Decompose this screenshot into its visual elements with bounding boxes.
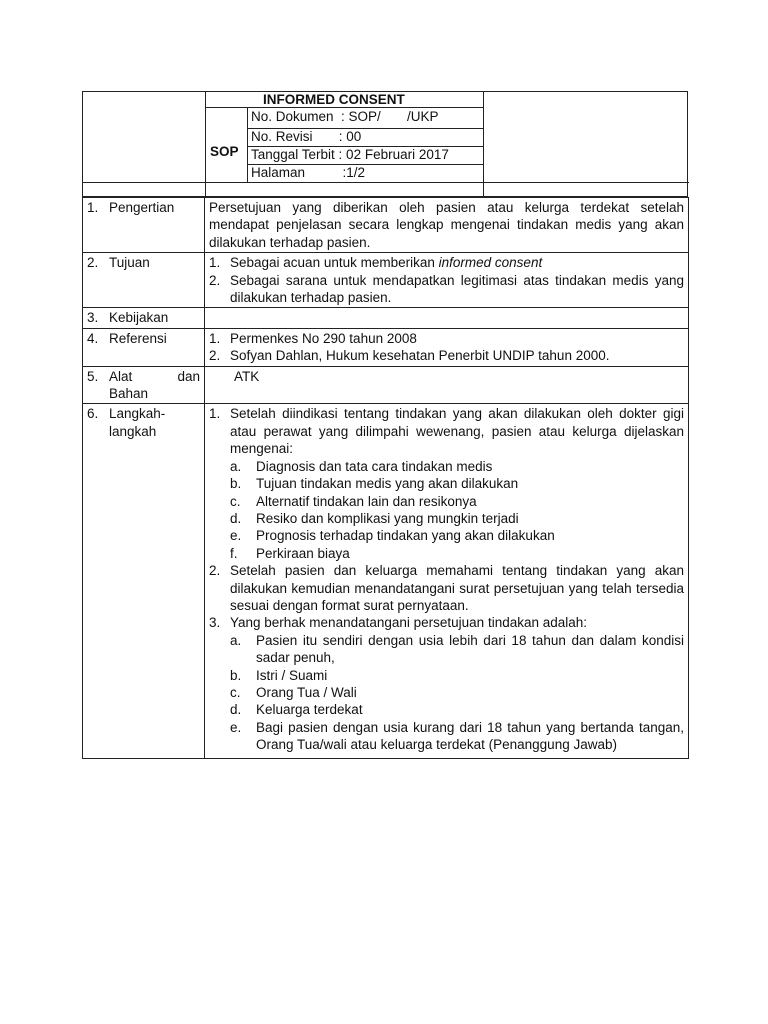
list-item: b. Istri / Suami (230, 667, 328, 683)
section-label: Referensi (109, 330, 167, 346)
list-item: 1. Sebagai acuan untuk memberikan informed consent (209, 255, 543, 271)
list-item: d. Keluarga terdekat (230, 702, 363, 718)
section-label: Langkah-langkah (109, 406, 166, 439)
list-item: 2. Sofyan Dahlan, Hukum kesehatan Penerbit UNDIP tahun 2000. (209, 348, 610, 364)
section-number: 2. (87, 255, 99, 271)
section-label: Alat (109, 368, 133, 384)
list-item: f. Perkiraan biaya (230, 545, 350, 561)
section-number: 1. (87, 200, 99, 215)
section-number: 4. (87, 330, 99, 346)
list-item: c. Orang Tua / Wali (230, 684, 357, 700)
tanggal-terbit: Tanggal Terbit : 02 Februari 2017 (251, 147, 449, 162)
list-item: d. Resiko dan komplikasi yang mungkin terjadi (230, 510, 519, 526)
list-item: a. Diagnosis dan tata cara tindakan medis (230, 458, 493, 474)
langkah-list (209, 405, 684, 753)
sop-content-table (82, 197, 689, 759)
sub-list (230, 632, 684, 754)
row-pengertian (83, 198, 689, 253)
list-item: 3. Yang berhak menandatangani persetujuan tindakan adalah: a. Pasien itu sendiri dengan usia lebih dari 18 tahun dan dalam kondisi sadar penuh, b. Istri / Suami c. Orang Tua / Wali d. Keluarga terdekat e. Bagi pasien dengan usia kurang dari 18 tahun yang bertanda tangan, Orang Tua/wali atau keluarga terdekat (Penanggung Jawab) (209, 615, 684, 753)
sop-label: SOP (210, 144, 239, 159)
row-referensi (83, 328, 689, 366)
section-number: 6. (87, 406, 99, 422)
list-item: e. Bagi pasien dengan usia kurang dari 18 tahun yang bertanda tangan, Orang Tua/wali atau keluarga terdekat (Penanggung Jawab) (230, 719, 684, 753)
document-title: INFORMED CONSENT (263, 92, 405, 107)
sop-header (82, 91, 688, 197)
list-item: 2. Setelah pasien dan keluarga memahami tentang tindakan yang akan dilakukan kemudian menandatangani surat persetujuan yang telah tersedia sesuai dengan format surat pernyataan. (209, 563, 684, 613)
row-langkah (83, 404, 689, 758)
tujuan-list (209, 254, 684, 306)
section-label: Bahan (109, 386, 149, 402)
list-item: 2. Sebagai sarana untuk mendapatkan legitimasi atas tindakan medis yang dilakukan terhadap pasien. (209, 272, 684, 306)
section-label: Tujuan (109, 255, 150, 271)
list-item: c. Alternatif tindakan lain dan resikonya (230, 493, 477, 509)
list-item: e. Prognosis terhadap tindakan yang akan dilakukan (230, 528, 555, 544)
list-item: b. Tujuan tindakan medis yang akan dilakukan (230, 476, 519, 492)
pengertian-text: Persetujuan yang diberikan oleh pasien atau kelurga terdekat setelah mendapat penjelasan secara lengkap mengenai tindakan medis yang akan dilakukan terhadap pasien. (209, 200, 684, 250)
row-tujuan (83, 253, 689, 308)
row-alat-bahan (83, 366, 689, 404)
list-item: 1. Setelah diindikasi tentang tindakan yang akan dilakukan oleh dokter gigi atau perawat yang dilimpahi wewenang, pasien atau kelurga dijelaskan mengenai: a. Diagnosis dan tata cara tindakan medis b. Tujuan tindakan medis yang akan dilakukan c. Alternatif tindakan lain dan resikonya d. Resiko dan komplikasi yang mungkin terjadi e. Prognosis terhadap tindakan yang akan dilakukan f. Perkiraan biaya (209, 406, 684, 561)
header-divider (247, 107, 248, 182)
section-label: Pengertian (109, 200, 175, 215)
no-revisi: No. Revisi : 00 (251, 129, 362, 144)
no-dokumen: No. Dokumen : SOP/ /UKP (251, 109, 439, 124)
header-divider (483, 92, 484, 196)
referensi-list (209, 330, 684, 365)
section-label: Kebijakan (109, 310, 169, 326)
halaman: Halaman :1/2 (251, 165, 366, 180)
alat-text: ATK (234, 368, 260, 384)
list-item: a. Pasien itu sendiri dengan usia lebih dari 18 tahun dan dalam kondisi sadar penuh, (230, 632, 684, 666)
section-number: 3. (87, 310, 99, 326)
section-number: 5. (87, 368, 99, 384)
header-divider (83, 182, 689, 183)
list-item: 1. Permenkes No 290 tahun 2008 (209, 330, 417, 346)
kebijakan-content (205, 308, 689, 328)
row-kebijakan (83, 308, 689, 328)
sub-list (230, 458, 684, 562)
section-label: dan (177, 368, 200, 384)
